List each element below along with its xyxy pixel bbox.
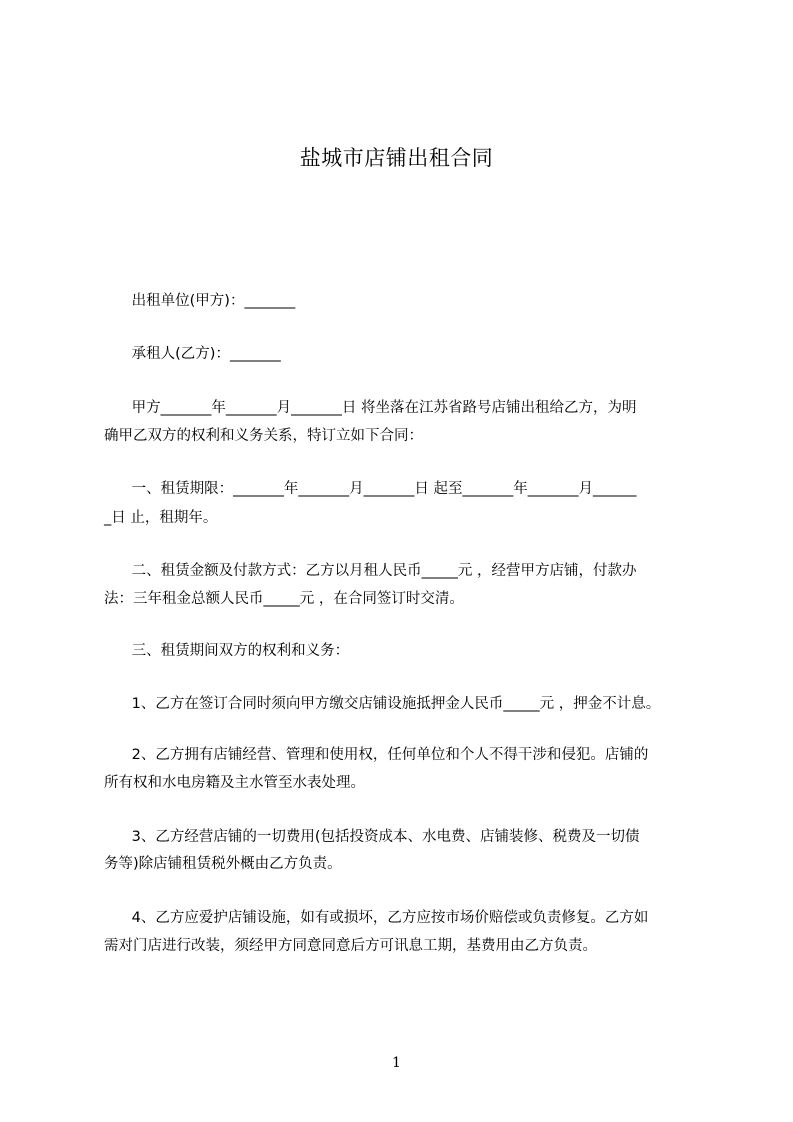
document-title: 盐城市店铺出租合同 [299, 146, 494, 170]
clause-2-line-1: 二、租赁金额及付款方式：乙方以月租人民币_____元 ，经营甲方店铺，付款办 [104, 563, 637, 579]
item-4-line-1: 4、乙方应爱护店铺设施，如有或损坏，乙方应按市场价赔偿或负责修复。乙方如 [104, 910, 649, 926]
clause-1-line-1: 一、租赁期限：_______年_______月_______日 起至_______年_______月______ [104, 481, 637, 497]
item-2-line-2: 所有权和水电房籍及主水管至水表处理。 [104, 775, 365, 791]
clause-3-heading: 三、租赁期间双方的权利和义务： [104, 643, 350, 659]
clause-2-line-2: 法：三年租金总额人民币_____元 ，在合同签订时交清。 [104, 591, 464, 607]
intro-line-1: 甲方_______年_______月_______日 将坐落在江苏省路号店铺出租给乙方，为明 [104, 400, 637, 416]
item-1-line: 1、乙方在签订合同时须向甲方缴交店铺设施抵押金人民币_____元 ，押金不计息。 [104, 696, 661, 712]
item-3-line-1: 3、乙方经营店铺的一切费用(包括投资成本、水电费、店铺装修、税费及一切债 [104, 829, 640, 845]
page-number: 1 [392, 1055, 401, 1071]
item-3-line-2: 务等)除店铺租赁税外概由乙方负责。 [104, 856, 342, 872]
item-2-line-1: 2、乙方拥有店铺经营、管理和使用权，任何单位和个人不得干涉和侵犯。店铺的 [104, 747, 649, 763]
lessee-line: 承租人(乙方)：_______ [104, 346, 281, 362]
item-4-line-2: 需对门店进行改装，须经甲方同意同意后方可讯息工期，基费用由乙方负责。 [104, 938, 597, 954]
intro-line-2: 确甲乙双方的权利和义务关系，特订立如下合同： [104, 428, 423, 444]
clause-1-line-2: _日 止，租期年。 [104, 510, 218, 526]
lessor-line: 出租单位(甲方)：_______ [104, 293, 296, 309]
